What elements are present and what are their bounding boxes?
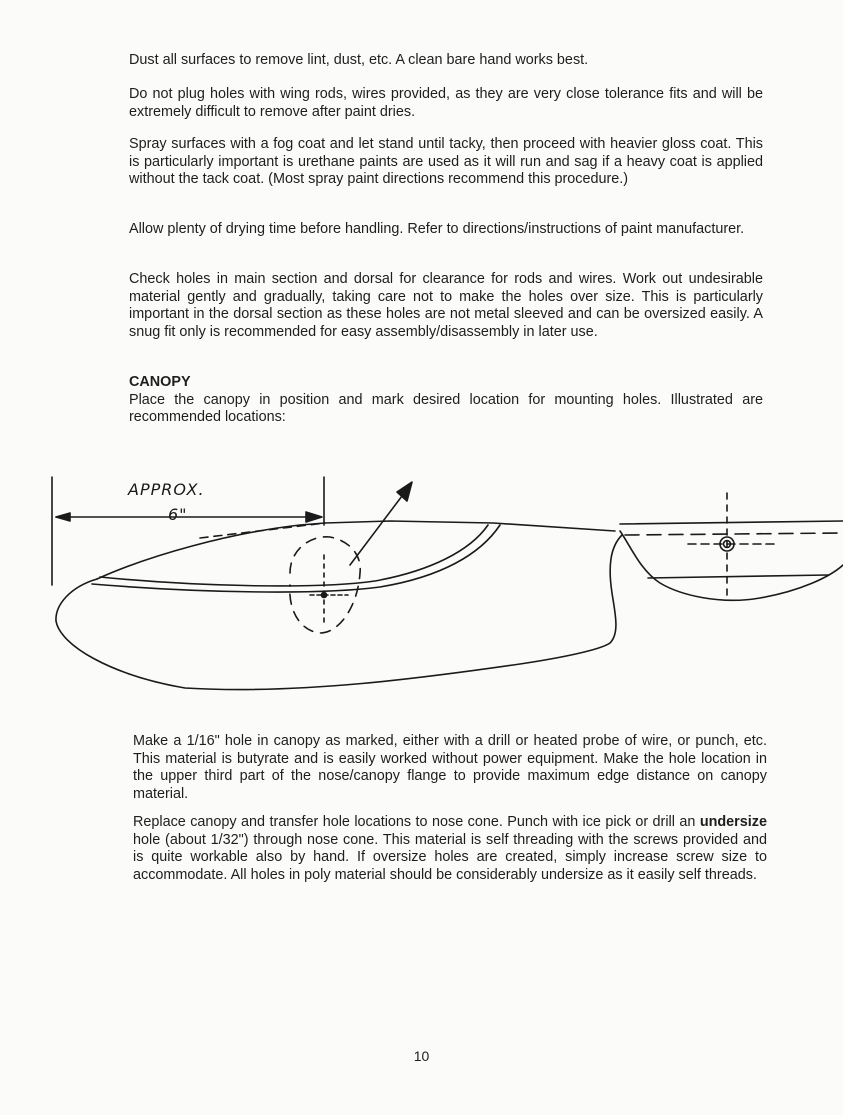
right-section-dashed: [625, 533, 843, 535]
approx-label: APPROX.: [128, 480, 205, 499]
canopy-mounting-diagram: [0, 455, 843, 715]
canopy-heading: CANOPY: [129, 374, 191, 390]
paragraph-dust-surfaces: Dust all surfaces to remove lint, dust, etc. A clean bare hand works best.: [129, 52, 589, 68]
hole-mark-icon: [322, 593, 327, 598]
right-section-line: [648, 575, 828, 578]
paragraph-make-hole: Make a 1/16" hole in canopy as marked, either with a drill or heated probe of wire, or punch, etc. This material is butyrate and is easily worked without power equipment. Make the hole location in the upper third part of the nose/canopy flange to provide maximum edge distance on canopy material.: [133, 733, 767, 802]
canopy-instructions: Place the canopy in position and mark desired location for mounting holes. Illustrated are recommended locations:: [129, 391, 763, 426]
right-section-outline: [620, 531, 843, 600]
replace-canopy-text-start: Replace canopy and transfer hole locations to nose cone. Punch with ice pick or drill an: [133, 814, 700, 830]
paragraph-drying-time: Allow plenty of drying time before handling. Refer to directions/instructions of paint manufacturer.: [129, 221, 745, 237]
dimension-label: 6": [168, 505, 188, 524]
pointer-arrow: [350, 492, 405, 565]
undersize-emphasis: undersize: [699, 814, 767, 830]
canopy-top: [325, 521, 615, 531]
replace-canopy-text-end: hole (about 1/32") through nose cone. This material is self threading with the screws provided and is quite workable also by hand. If oversize holes are created, simply increase screw size to accommodate. All holes in poly material should be considerably undersize as it easily self threads.: [133, 831, 767, 883]
fuselage-outline: [56, 535, 622, 690]
canopy-section: [129, 374, 763, 427]
paragraph-replace-canopy: [133, 814, 767, 884]
dimension-arrow-right-icon: [306, 512, 322, 522]
page-number: 10: [413, 1048, 430, 1064]
pointer-arrowhead-icon: [397, 482, 412, 501]
dimension-arrow-left-icon: [56, 513, 70, 521]
paragraph-do-not-plug-holes: Do not plug holes with wing rods, wires provided, as they are very close tolerance fits and will be extremely difficult to remove after paint dries.: [129, 86, 763, 120]
paragraph-check-holes: Check holes in main section and dorsal for clearance for rods and wires. Work out undesirable material gently and gradually, taking care not to make the holes over size. This is particularly important in the dorsal section as these holes are not metal sleeved and can be oversized easily. A snug fit only is recommended for easy assembly/disassembly in later use.: [129, 271, 763, 340]
paragraph-spray-surfaces: Spray surfaces with a fog coat and let stand until tacky, then proceed with heavier gloss coat. This is particularly important is urethane paints are used as it will run and sag if a heavy coat is applied without the tack coat. (Most spray paint directions recommend this procedure.): [129, 136, 763, 188]
right-section-top: [620, 521, 843, 524]
